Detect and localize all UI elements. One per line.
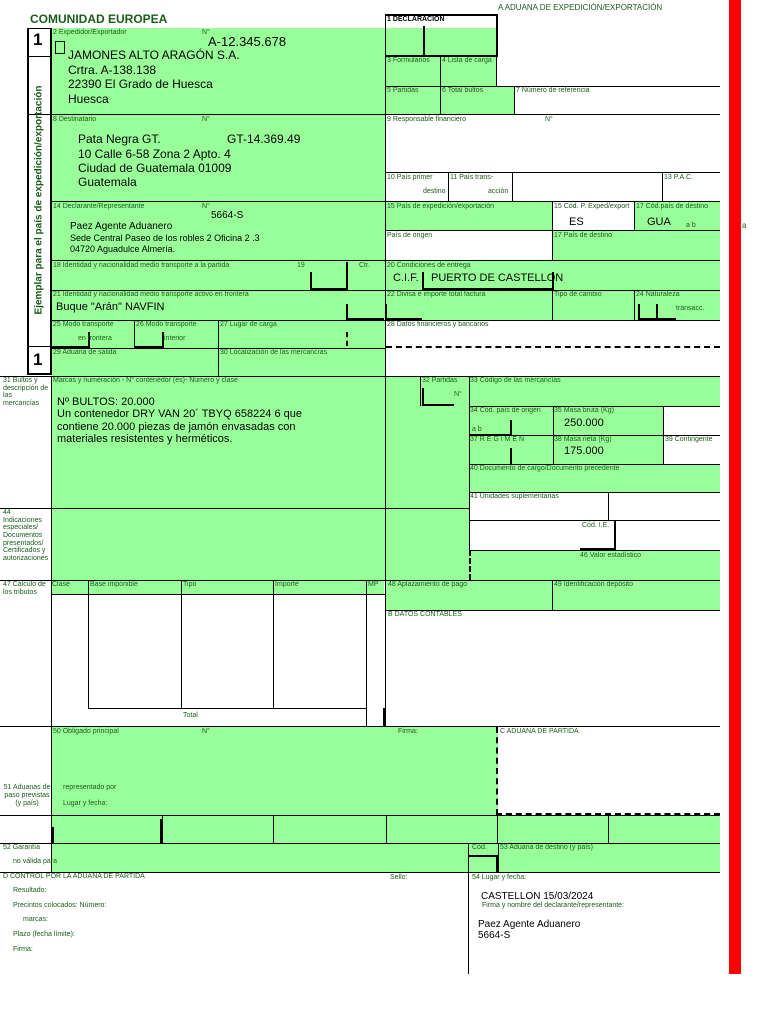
tick-mark bbox=[422, 404, 454, 406]
label-f17ab: a b bbox=[686, 222, 696, 229]
grid-line bbox=[448, 172, 449, 202]
grid-line bbox=[88, 708, 366, 709]
exporter-addr1: Crtra. A-138.138 bbox=[68, 63, 157, 77]
label-f24b: transacc. bbox=[676, 305, 705, 312]
label-f10: 10 País primer bbox=[387, 174, 433, 181]
label-fD-prec: Precintos colocados: Número: bbox=[13, 902, 107, 909]
copy-frame-line bbox=[27, 56, 52, 57]
label-f10b: destino bbox=[423, 188, 446, 195]
label-f34: 34 Cód. país de origen bbox=[470, 407, 541, 414]
declarant-addr1: Sede Central Paseo de los robles 2 Oficina 2 .3 bbox=[70, 233, 260, 243]
tick-mark bbox=[422, 288, 552, 290]
label-f25b: en frontera bbox=[78, 335, 112, 342]
label-f50-lugar: Lugar y fecha: bbox=[63, 800, 108, 807]
label-f9: 9 Responsable financiero bbox=[387, 116, 466, 123]
grid-line bbox=[634, 201, 635, 230]
label-f14-no: N° bbox=[202, 203, 210, 210]
label-f14: 14 Declarante/Representante bbox=[53, 203, 145, 210]
grid-line bbox=[498, 843, 499, 873]
label-f34ab: a b bbox=[472, 426, 482, 433]
place-date: CASTELLON 15/03/2024 bbox=[481, 891, 594, 902]
consignee-name: Pata Negra GT. bbox=[78, 132, 161, 146]
grid-line bbox=[552, 580, 553, 610]
copy-frame-line bbox=[27, 373, 52, 375]
tick-mark bbox=[52, 827, 54, 843]
grid-line bbox=[469, 520, 720, 521]
label-f8-no: N° bbox=[202, 116, 210, 123]
dashed-divider bbox=[469, 550, 471, 580]
side-text: Ejemplar para el país de expedición/exportación bbox=[33, 85, 45, 315]
delivery-terms: C.I.F. bbox=[393, 272, 419, 284]
grid-line bbox=[52, 201, 720, 202]
label-codie: Cód. I.E. bbox=[582, 522, 610, 529]
label-f47-importe: Importe bbox=[275, 581, 299, 588]
consignee-addr1: 10 Calle 6-58 Zona 2 Apto. 4 bbox=[78, 147, 231, 161]
label-f11: 11 País trans- bbox=[450, 174, 494, 181]
grid-line bbox=[552, 201, 553, 230]
label-f24: 24 Naturaleza bbox=[636, 291, 680, 298]
box-52-53 bbox=[52, 843, 720, 873]
tick-mark bbox=[468, 855, 498, 857]
tick-mark bbox=[580, 548, 616, 550]
grid-line bbox=[514, 86, 515, 115]
label-f2-no: N° bbox=[202, 29, 210, 36]
label-f50-firma: Firma: bbox=[398, 728, 418, 735]
label-f17a: 17 Cód.país de destino bbox=[636, 203, 708, 210]
grid-line bbox=[52, 260, 720, 261]
signer-no: 5664-S bbox=[478, 930, 511, 941]
grid-line bbox=[88, 580, 89, 708]
grid-line bbox=[273, 815, 274, 843]
consignee-addr3: Guatemala bbox=[78, 175, 137, 189]
label-f47: 47 Cálculo de los tributos bbox=[3, 581, 46, 597]
label-f47-total: Total bbox=[183, 712, 198, 719]
label-fD-sello: Sello: bbox=[390, 874, 408, 881]
label-f8: 8 Destinatario bbox=[53, 116, 97, 123]
copy-number: 1 bbox=[33, 30, 43, 49]
label-f39: 39 Contingente bbox=[665, 436, 713, 443]
label-f15a: 15 Cód. P. Exped/export bbox=[554, 203, 630, 210]
grid-line bbox=[512, 172, 513, 202]
label-f9-no: N° bbox=[545, 116, 553, 123]
grid-line bbox=[386, 815, 387, 843]
description: Un contenedor DRY VAN 20´ TBYQ 658224 6 que contiene 20.000 piezas de jamón envasadas con materiales resistentes y herméticos. bbox=[57, 408, 303, 446]
copy-frame-line bbox=[27, 346, 52, 347]
declarant-addr2: 04720 Aguadulce Almería. bbox=[70, 244, 176, 254]
dashed-divider bbox=[346, 332, 348, 346]
delivery-place: PUERTO DE CASTELLON bbox=[431, 272, 564, 284]
grid-line bbox=[134, 320, 135, 348]
exporter-nif: A-12.345.678 bbox=[208, 34, 287, 49]
code-dest: GUA bbox=[647, 216, 671, 228]
grid-line bbox=[420, 376, 421, 406]
label-f29: 29 Aduana de salida bbox=[53, 349, 117, 356]
tick-mark bbox=[134, 346, 162, 348]
consignee-nif: GT-14.369.49 bbox=[227, 132, 301, 146]
label-f11b: acción bbox=[488, 188, 509, 195]
net-mass: 175.000 bbox=[564, 445, 604, 457]
label-f35: 35 Masa bruta (Kg) bbox=[554, 407, 614, 414]
label-origen: País de origen bbox=[387, 232, 433, 239]
tick-mark bbox=[346, 318, 384, 320]
label-f1: 1 DECLARACIÓN bbox=[387, 16, 445, 23]
label-f54: 54 Lugar y fecha: bbox=[472, 874, 527, 881]
label-f21: 21 Identidad y nacionalidad medio transporte activo en frontera bbox=[53, 291, 249, 298]
label-f23: Tipo de cambio bbox=[554, 291, 602, 298]
label-f52: 52 Garantía bbox=[3, 844, 40, 851]
label-f3: 3 Formularios bbox=[387, 57, 430, 64]
copy-frame-line bbox=[27, 28, 52, 29]
label-f33: 33 Código de las mercancías bbox=[470, 377, 561, 384]
declarant-no: 5664-S bbox=[211, 210, 244, 221]
tick-mark bbox=[510, 420, 512, 436]
label-f52b: no válida para bbox=[13, 858, 57, 865]
grid-line bbox=[162, 815, 163, 843]
grid-line bbox=[0, 815, 720, 816]
label-f25: 25 Modo transporte bbox=[53, 321, 114, 328]
grid-line bbox=[497, 815, 498, 843]
copy-frame-line bbox=[27, 28, 29, 374]
label-f47-base: Base imponible bbox=[90, 581, 138, 588]
tick-mark bbox=[614, 520, 616, 550]
consignee-addr2: Ciudad de Guatemala 01009 bbox=[78, 161, 232, 175]
declarant-name: Paez Agente Aduanero bbox=[70, 221, 173, 232]
label-f18: 18 Identidad y nacionalidad medio transporte a la partida bbox=[53, 262, 230, 269]
label-f44: 44 Indicaciones especiales/ Documentos presentados/ Certificados y autorizaciones bbox=[3, 509, 49, 563]
label-fC: C ADUANA DE PARTIDA bbox=[500, 728, 579, 735]
label-fD-marcas: marcas: bbox=[23, 916, 48, 923]
box-50 bbox=[52, 727, 498, 815]
label-f31: 31 Bultos y descripción de las mercancías bbox=[3, 377, 49, 408]
tick-mark bbox=[383, 708, 385, 726]
grid-line bbox=[552, 290, 553, 320]
grid-line bbox=[273, 580, 274, 708]
code-export: ES bbox=[569, 216, 584, 228]
label-f26b: interior bbox=[164, 335, 186, 342]
grid-line bbox=[366, 580, 367, 726]
tick-mark bbox=[510, 448, 512, 464]
copy-number-bottom: 1 bbox=[33, 350, 43, 369]
label-f47-mp: MP bbox=[368, 581, 379, 588]
form-title: COMUNIDAD EUROPEA bbox=[30, 12, 168, 26]
label-f46: 46 Valor estadístico bbox=[580, 552, 641, 559]
grid-line bbox=[496, 14, 498, 56]
label-f54b: Firma y nombre del declarante/representante: bbox=[482, 902, 625, 909]
grid-line bbox=[468, 843, 469, 974]
grid-line bbox=[662, 172, 663, 202]
dashed-divider bbox=[386, 346, 720, 351]
tick-mark bbox=[346, 262, 348, 290]
label-f27: 27 Lugar de carga bbox=[220, 321, 277, 328]
box-1-declaracion bbox=[386, 28, 496, 56]
label-f49: 49 Identificación depósito bbox=[554, 581, 633, 588]
tick-mark bbox=[52, 346, 88, 348]
side-letter: a bbox=[742, 221, 747, 230]
grid-line bbox=[496, 56, 497, 86]
label-fB: B DATOS CONTABLES bbox=[388, 611, 462, 618]
grid-line bbox=[608, 492, 609, 520]
label-fD-res: Resultado: bbox=[13, 887, 47, 894]
label-f31b: Marcas y numeración - N° contenedor (es)- Número y clase bbox=[53, 377, 238, 384]
label-f7: 7 Número de referencia bbox=[516, 87, 590, 94]
signer-name: Paez Agente Aduanero bbox=[478, 919, 581, 930]
dashed-divider bbox=[496, 727, 498, 815]
label-f32b: N° bbox=[454, 391, 462, 398]
box-32-33 bbox=[420, 376, 720, 406]
grid-line bbox=[51, 376, 52, 873]
grid-line bbox=[385, 172, 720, 173]
label-f20: 20 Condiciones de entrega bbox=[387, 262, 471, 269]
label-f48: 48 Aplazamiento de pago bbox=[388, 581, 468, 588]
dashed-divider bbox=[496, 813, 720, 815]
label-f30: 30 Localización de las mercancías bbox=[220, 349, 328, 356]
exporter-addr3: Huesca bbox=[68, 92, 109, 106]
label-f19: 19 bbox=[297, 262, 305, 269]
exporter-addr2: 22390 El Grado de Huesca bbox=[68, 77, 213, 91]
label-f41: 41 Unidades suplementarias bbox=[470, 493, 559, 500]
label-f22: 22 Divisa e importe total factura bbox=[387, 291, 486, 298]
exporter-name: JAMONES ALTO ARAGÓN S.A. bbox=[68, 48, 240, 62]
label-fD-plazo: Plazo (fecha límite): bbox=[13, 931, 75, 938]
label-f2: 2 Expedidor/Exportador bbox=[53, 29, 127, 36]
label-f38: 38 Masa neta (Kg) bbox=[554, 436, 612, 443]
label-f4: 4 Lista de carga bbox=[442, 57, 492, 64]
label-cod: Cód. bbox=[472, 844, 487, 851]
label-f28: 28 Datos financieros y bancarios bbox=[387, 321, 489, 328]
grid-line bbox=[0, 726, 720, 727]
checkbox[interactable] bbox=[55, 41, 65, 54]
tick-mark bbox=[656, 304, 658, 320]
label-f47-tipo: Tipo bbox=[183, 581, 197, 588]
label-f47-clase: Clase bbox=[52, 581, 70, 588]
label-f13: 13 P.A.C. bbox=[664, 174, 694, 181]
label-f53: 53 Aduana de destino (y país) bbox=[500, 844, 594, 851]
label-f5: 5 Partidas bbox=[387, 87, 419, 94]
grid-line bbox=[423, 26, 425, 56]
packages: Nº BULTOS: 20.000 bbox=[57, 396, 155, 408]
box-44 bbox=[52, 508, 469, 580]
label-f50-no: N° bbox=[202, 728, 210, 735]
label-f37: 37 R E G I M E N bbox=[470, 436, 525, 443]
label-f50-rep: representado por bbox=[63, 784, 117, 791]
label-f17: 17 País de destino bbox=[554, 232, 612, 239]
label-f32: 32 Partidas bbox=[422, 377, 458, 384]
tick-mark bbox=[496, 855, 498, 873]
grid-line bbox=[181, 580, 182, 708]
label-f50: 50 Obligado principal bbox=[53, 728, 119, 735]
label-fD: D CONTROL POR LA ADUANA DE PARTIDA bbox=[3, 873, 145, 880]
label-ctr: Ctr. bbox=[359, 262, 370, 269]
label-f51: 51 Aduanas de paso previstas (y país) bbox=[3, 784, 51, 808]
red-edge-bar bbox=[729, 0, 741, 974]
grid-line bbox=[52, 594, 385, 595]
grid-line bbox=[634, 290, 635, 320]
grid-line bbox=[27, 114, 720, 115]
grid-line bbox=[385, 14, 386, 726]
label-f6: 6 Total bultos bbox=[442, 87, 484, 94]
grid-line bbox=[469, 550, 720, 551]
grid-line bbox=[469, 376, 470, 550]
tick-mark bbox=[310, 288, 346, 290]
label-fD-firma: Firma: bbox=[13, 946, 33, 953]
grid-line bbox=[608, 815, 609, 843]
gross-mass: 250.000 bbox=[564, 417, 604, 429]
grid-line bbox=[0, 843, 720, 844]
top-note: A ADUANA DE EXPEDICIÓN/EXPORTACIÓN bbox=[498, 3, 663, 12]
label-f15: 15 País de expedición/exportación bbox=[387, 203, 495, 210]
grid-line bbox=[0, 508, 469, 509]
vessel: Buque "Arán" NAVFIN bbox=[56, 301, 165, 313]
label-f40: 40 Documento de cargo/Documento precedente bbox=[470, 465, 620, 472]
grid-line bbox=[440, 56, 441, 114]
tick-mark bbox=[160, 819, 162, 843]
label-f26: 26 Modo transporte bbox=[136, 321, 197, 328]
grid-line bbox=[552, 230, 553, 260]
tick-mark bbox=[385, 318, 422, 320]
